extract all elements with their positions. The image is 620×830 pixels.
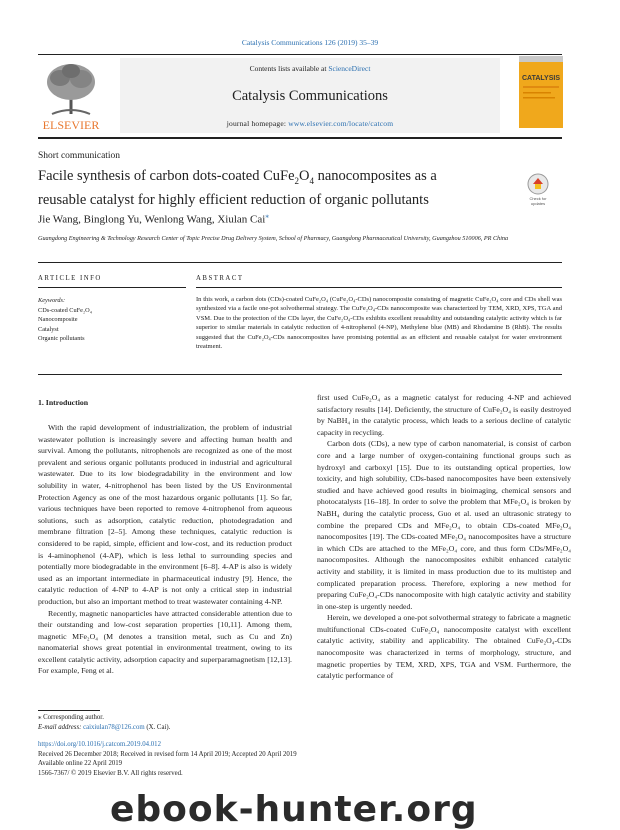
- body-paragraph: Herein, we developed a one-pot solvothermal strategy to fabricate a magnetic multifunctional CDs-coated CuFe₂O₄ nanocomposite catalyst with excellent catalytic activity, stability and applicability. The obtained CuFe₂O₄-CDs nanocomposite was characterized in terms of morphology, structure, and magnetic properties by TEM, XRD, XPS, TGA and VSM. Furthermore, the catalytic performance of: [317, 613, 571, 681]
- footnote-mark: ⁎: [38, 714, 42, 721]
- abstract-heading: ABSTRACT: [196, 275, 244, 282]
- footnote: [38, 713, 338, 732]
- abstract-bottom-rule: [38, 374, 562, 375]
- title-part: nanocomposites as a reusable catalyst for highly efficient reduction of organic pollutants: [38, 168, 437, 208]
- keyword-item: Catalyst: [38, 325, 59, 333]
- journal-name: Catalysis Communications: [232, 88, 388, 104]
- article-title: [38, 167, 478, 210]
- article-type: Short communication: [38, 151, 121, 161]
- footnote-rule: [38, 710, 100, 711]
- watermark: ebook-hunter.org: [110, 789, 478, 830]
- keyword-item: Organic pollutants: [38, 335, 85, 342]
- copyright: 1566-7367/ © 2019 Elsevier B.V. All rights reserved.: [38, 769, 183, 777]
- keywords-block: [38, 296, 186, 344]
- elsevier-logo: [38, 58, 104, 132]
- journal-cover-image: [519, 56, 563, 128]
- elsevier-tree-icon: [38, 58, 104, 132]
- affiliation: Guangdong Engineering & Technology Research Center of Topic Precise Drug Delivery System, School of Pharmacy, Guangdong Pharmaceutical University, Guangzhou 510006, PR China: [38, 235, 509, 242]
- check-for-updates-badge[interactable]: [522, 172, 554, 208]
- body-paragraph: first used CuFe₂O₄ as a magnetic catalyst for reducing 4-NP and achieved satisfactory results [14]. Deficiently, the structure of CuFe₂O₄ is easily destroyed by NaBH₄ in the catalytic process, which leads to a serious decline of catalytic capacity in recycling.: [317, 393, 571, 437]
- email-link[interactable]: caixiulan78@126.com: [83, 723, 145, 731]
- article-info-heading: ARTICLE INFO: [38, 275, 102, 282]
- abstract-rule: [196, 287, 562, 288]
- doi-link[interactable]: https://doi.org/10.1016/j.catcom.2019.04.012: [38, 741, 161, 748]
- cover-title: CATALYSIS: [522, 75, 560, 82]
- journal-cover: [519, 56, 563, 128]
- check-updates-label: Check for updates: [529, 196, 547, 206]
- body-column-right: [317, 392, 571, 682]
- body-paragraph: Carbon dots (CDs), a new type of carbon nanomaterial, is consist of carbon core and a large number of oxygen-containing functional groups such as hydroxyl and carboxyl [15]. Due to its outstanding optical properties, low toxicity, and high solubility, CDs-based nanocomposites have been extensively studied and have achieved good results in bioimaging, chemical sensors and photocatalysts [16–18]. In order to solve the problem that MFe₂O₄ is broken by NaBH₄ during the catalytic process, Guo et al. used an ultrasonic strategy to combine the prepared CDs and MFe₂O₄ to obtain CDs-coated MFe₂O₄ nanocomposites [19]. The CDs-coated MFe₂O₄ nanocomposites have a structure in which CDs are attached to the MFe₂O₄ core, and thus form CDs/MFe₂O₄ nanocomposites. Although the nanocomposites exhibit enhanced catalytic activity and stability, it is limited in mass production due to its multistep and complicated preparation process. Therefore, exploring a new method for preparing CuFe₂O₄-CDs nanocomposite with high catalytic activity and stability in one-step is urgently needed.: [317, 439, 571, 611]
- homepage-prefix: journal homepage:: [226, 119, 289, 128]
- email-suffix: (X. Cai).: [144, 723, 171, 731]
- contents-line: [120, 64, 500, 73]
- header-top-rule: [38, 54, 562, 55]
- title-part: O: [299, 168, 310, 184]
- body-paragraph: With the rapid development of industrialization, the problem of industrial wastewater pollution is increasingly severe and affecting human health and survival. Among the pollutants, nitrophenols are recognized as one of the most prevalent and serious organic pollutants produced in industrial and agricultural wastewater. Due to its low biodegradability in the environment and low solubility in water, 4-nitrophenol has been listed by the US Environmental Protection Agency as one of the most hazardous organic pollutants [1]. So far, various techniques have been reported to remove 4-nitrophenol from aqueous solutions, such as adsorption, catalytic reduction, photodegradation and membrane filtration [2–5]. Among these techniques, catalytic reduction is considered to be rapid, simple, efficient and low-cost, and its reduction product is 4-aminophenol (4-AP), which is less lethal to surrounding species and potentially more biodegradable in the environment [6–8]. 4-AP is also is widely used as an important intermediate in pharmaceutical industry [9]. Hence, the catalytic reduction of 4-NP to 4-AP is not only a critical step in industrial production, but also an important method to treat wastewater containing 4-NP.: [38, 423, 292, 606]
- homepage-link[interactable]: www.elsevier.com/locate/catcom: [288, 119, 394, 128]
- footnote-label: Corresponding author.: [43, 714, 104, 721]
- authors-text: Jie Wang, Binglong Yu, Wenlong Wang, Xiulan Cai: [38, 213, 266, 226]
- author-list: [38, 212, 269, 226]
- article-info-rule: [38, 287, 186, 288]
- section-heading: 1. Introduction: [38, 398, 89, 407]
- title-subscript: 2: [294, 175, 300, 186]
- body-column-left: [38, 422, 292, 677]
- publication-info: [38, 740, 438, 778]
- available-online: Available online 22 April 2019: [38, 760, 123, 767]
- abstract-text: In this work, a carbon dots (CDs)-coated CuFe₂O₄ (CuFe₂O₄-CDs) nanocomposite consisting of magnetic CuFe₂O₄ core and CDs shell was synthesized via a facile one-pot solvothermal strategy. The CuFe₂O₄-CDs nanocomposite was characterized by TEM, XRD, XPS, TGA and VSM. Due to the protection of the CDs layer, the CuFe₂O₄-CDs exhibits excellent reusability and outstanding catalytic activity which is far superior to similar materials in catalytic reduction of 4-nitrophenol (4-NP), Methylene blue (MB) and Rhodamine B (RhB). The results suggested that the CuFe₂O₄-CDs nanocomposites have promising potential as an efficient and reusable catalyst for water environment treatment.: [196, 296, 562, 351]
- title-subscript: 4: [309, 175, 314, 186]
- publisher-logo-text: ELSEVIER: [42, 118, 100, 132]
- email-line: [38, 723, 338, 733]
- body-paragraph: Recently, magnetic nanoparticles have attracted considerable attention due to their outstanding and low-cost separation properties [10,11]. Among them, magnetic MFe₂O₄ (M denotes a transition metal, such as Cu and Zn) nanomaterial shows great potential in environmental treatment, owing to its excellent catalytic activity, adsorption capacity and superparamagnetism [12,13]. For example, Feng et al.: [38, 608, 292, 676]
- received-dates: Received 26 December 2018; Received in revised form 14 April 2019; Accepted 20 April 2019: [38, 750, 297, 758]
- corresponding-author-note: [38, 713, 338, 723]
- homepage-line: [120, 119, 500, 128]
- header-bottom-rule: [38, 137, 562, 139]
- email-label: E-mail address:: [38, 723, 84, 731]
- affiliation-rule: [38, 262, 562, 263]
- journal-reference[interactable]: Catalysis Communications 126 (2019) 35–39: [241, 38, 379, 47]
- keyword-item: CDs-coated CuFe₂O₄: [38, 306, 92, 314]
- keyword-item: Nanocomposite: [38, 316, 78, 323]
- contents-prefix: Contents lists available at: [249, 64, 329, 73]
- keywords-label: Keywords:: [38, 297, 66, 304]
- corresponding-author-mark[interactable]: ⁎: [265, 212, 269, 220]
- sciencedirect-link[interactable]: ScienceDirect: [328, 64, 371, 73]
- title-part: Facile synthesis of carbon dots-coated CuFe: [38, 168, 295, 184]
